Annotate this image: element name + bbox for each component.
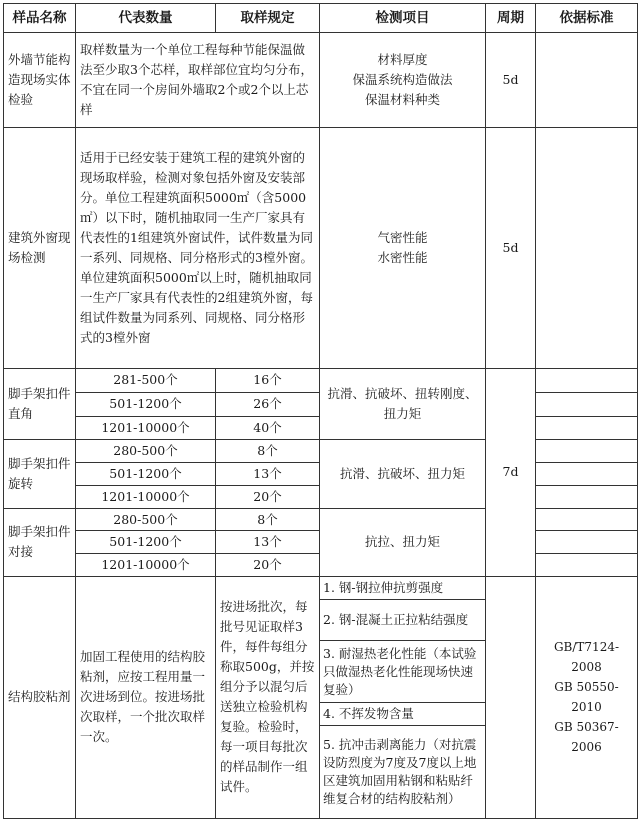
quantity-cell: 8个 xyxy=(216,440,320,463)
header-row xyxy=(4,4,638,33)
range-cell: 1201-10000个 xyxy=(76,554,216,577)
table-row-wall xyxy=(4,32,638,127)
quantity-cell: 13个 xyxy=(216,531,320,554)
wall-test-item: 保温系统构造做法 xyxy=(352,72,453,88)
header-sampling-rule: 取样规定 xyxy=(216,4,320,33)
table-row-window xyxy=(4,128,638,369)
table-row-scaffold-right-angle xyxy=(4,369,638,393)
window-standard xyxy=(536,128,638,369)
scaffold-butt-tests: 抗拉、扭力矩 xyxy=(320,508,486,576)
range-cell: 501-1200个 xyxy=(76,531,216,554)
adhesive-period xyxy=(486,576,536,818)
quantity-cell: 16个 xyxy=(216,369,320,393)
adhesive-test-item: 2. 钢-混凝土正拉粘结强度 xyxy=(320,599,486,640)
scaffold-swivel-tests: 抗滑、抗破坏、扭力矩 xyxy=(320,440,486,508)
window-sampling: 适用于已经安装于建筑工程的建筑外窗的现场取样验，检测对象包括外窗及安装部分。单位工程建筑面积5000㎡（含5000㎡）以下时，随机抽取同一生产厂家具有代表性的1组建筑外窗试件，试件数量为同一系列、同规格、同分格形式的3樘外窗。单位建筑面积5000㎡以上时，随机抽取同一生产厂家具有代表性的2组建筑外窗，每组试件数量为同系列、同规格、同分格形式的3樘外窗 xyxy=(76,128,320,369)
table-row-scaffold-butt xyxy=(4,508,638,531)
standard-blank xyxy=(536,485,638,508)
standard-blank xyxy=(536,463,638,486)
window-test-item: 水密性能 xyxy=(377,250,428,266)
adhesive-test-item: 3. 耐湿热老化性能（本试验只做湿热老化性能现场快速复验） xyxy=(320,641,486,703)
quantity-cell: 26个 xyxy=(216,392,320,416)
quantity-cell: 40个 xyxy=(216,416,320,440)
standard-blank xyxy=(536,440,638,463)
range-cell: 281-500个 xyxy=(76,369,216,393)
table-row-adhesive xyxy=(4,576,638,599)
quantity-cell: 13个 xyxy=(216,463,320,486)
wall-name: 外墙节能构造现场实体检验 xyxy=(4,32,76,127)
header-test-items: 检测项目 xyxy=(320,4,486,33)
standard-blank xyxy=(536,554,638,577)
window-test-item: 气密性能 xyxy=(377,230,428,246)
scaffold-swivel-name: 脚手架扣件旋转 xyxy=(4,440,76,508)
window-tests xyxy=(320,128,486,369)
adhesive-test-item: 4. 不挥发物含量 xyxy=(320,703,486,726)
adhesive-test-item: 5. 抗冲击剥离能力（对抗震设防烈度为7度及7度以上地区建筑加固用粘钢和粘贴纤维复合材的结构胶粘剂） xyxy=(320,725,486,818)
window-period: 5d xyxy=(486,128,536,369)
wall-test-item: 保温材料种类 xyxy=(364,92,440,108)
adhesive-name: 结构胶粘剂 xyxy=(4,576,76,818)
range-cell: 280-500个 xyxy=(76,508,216,531)
standard-blank xyxy=(536,369,638,393)
wall-tests xyxy=(320,32,486,127)
scaffold-right-angle-tests: 抗滑、抗破坏、扭转刚度、扭力矩 xyxy=(320,369,486,440)
header-period: 周期 xyxy=(486,4,536,33)
range-cell: 501-1200个 xyxy=(76,463,216,486)
wall-period: 5d xyxy=(486,32,536,127)
scaffold-right-angle-name: 脚手架扣件直角 xyxy=(4,369,76,440)
header-quantity: 代表数量 xyxy=(76,4,216,33)
range-cell: 1201-10000个 xyxy=(76,485,216,508)
wall-test-item: 材料厚度 xyxy=(377,52,428,68)
window-name: 建筑外窗现场检测 xyxy=(4,128,76,369)
table-row-scaffold-swivel xyxy=(4,440,638,463)
sampling-standards-table xyxy=(3,3,638,819)
range-cell: 280-500个 xyxy=(76,440,216,463)
quantity-cell: 8个 xyxy=(216,508,320,531)
quantity-cell: 20个 xyxy=(216,485,320,508)
quantity-cell: 20个 xyxy=(216,554,320,577)
header-sample-name: 样品名称 xyxy=(4,4,76,33)
wall-standard xyxy=(536,32,638,127)
range-cell: 501-1200个 xyxy=(76,392,216,416)
range-cell: 1201-10000个 xyxy=(76,416,216,440)
standard-blank xyxy=(536,392,638,416)
adhesive-standards: GB/T7124-2008 GB 50550-2010 GB 50367-2006 xyxy=(536,576,638,818)
standard-blank xyxy=(536,508,638,531)
header-standard: 依据标准 xyxy=(536,4,638,33)
adhesive-test-item: 1. 钢-钢拉伸抗剪强度 xyxy=(320,576,486,599)
standard-blank xyxy=(536,416,638,440)
scaffold-butt-name: 脚手架扣件对接 xyxy=(4,508,76,576)
adhesive-sampling: 按进场批次，每批号见证取样3件，每件每组分称取500g，并按组分予以混匀后送独立检验机构复验。检验时，每一项目每批次的样品制作一组试件。 xyxy=(216,576,320,818)
wall-sampling: 取样数量为一个单位工程每种节能保温做法至少取3个芯样，取样部位宜均匀分布，不宜在同一个房间外墙取2个或2个以上芯样 xyxy=(76,32,320,127)
adhesive-quantity: 加固工程使用的结构胶粘剂，应按工程用量一次进场到位。按进场批次取样，一个批次取样一次。 xyxy=(76,576,216,818)
standard-blank xyxy=(536,531,638,554)
scaffold-period: 7d xyxy=(486,369,536,577)
